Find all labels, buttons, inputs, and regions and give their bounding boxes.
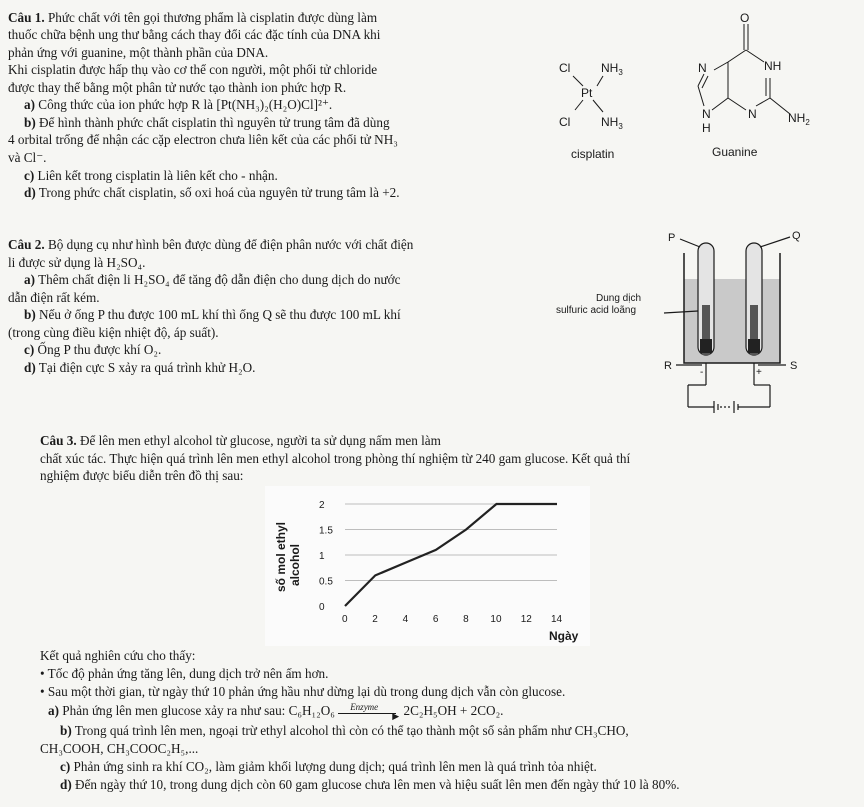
q3-intro-line2: chất xúc tác. Thực hiện quá trình lên men ethyl alcohol trong phòng thí nghiệm từ 240 gam glucose. Kết quả thí [40, 451, 631, 466]
cisplatin-caption: cisplatin [571, 147, 615, 161]
ytick-label-0: 0 [319, 602, 325, 613]
q2-c-label: c) [24, 342, 35, 357]
electrolysis-apparatus [556, 225, 810, 415]
bond-pt-nh3-1 [597, 76, 603, 86]
q2-option-a [24, 272, 401, 288]
guanine-caption: Guanine [712, 145, 758, 159]
electrode-s-base [748, 339, 760, 353]
ytick-label-2: 1 [319, 551, 325, 562]
ethanol-chart [265, 486, 590, 646]
guanine-structure [690, 10, 820, 160]
q3-b-text1: Trong quá trình lên men, ngoại trừ ethyl alcohol thì còn có thể tạo thành một số sản phẩm như CH₃CHO, [74, 723, 629, 738]
bond-5ring-1 [714, 62, 728, 70]
bond-5ring-2-double [702, 76, 708, 88]
q2-b-text2: (trong cùng điều kiện nhiệt độ, áp suất). [8, 325, 219, 340]
q1-intro-line4: Khi cisplatin được hấp thụ vào cơ thể con người, một phối tử chloride [8, 62, 378, 77]
q1-b-text2: 4 orbital trống để nhận các cặp electron chưa liên kết của các phối tử NH₃ [8, 132, 398, 147]
q1-d-label: d) [24, 185, 36, 200]
enzyme-arrow [338, 702, 400, 721]
q2-a-label: a) [24, 272, 35, 287]
guanine-nh: NH [764, 59, 782, 73]
ytick-label-3: 1.5 [319, 525, 333, 537]
ytick-label-1: 0.5 [319, 576, 333, 588]
q1-option-c [24, 168, 278, 184]
label-solution-1: Dung dịch [596, 293, 642, 304]
xtick-label-0: 0 [342, 614, 348, 625]
bond-5ring-3 [698, 86, 704, 106]
q2-intro-text1: Bộ dụng cụ như hình bên được dùng để điện phân nước với chất điện [47, 237, 414, 252]
q2-option-d [24, 360, 255, 376]
q1-c-label: c) [24, 168, 35, 183]
q3-title: Câu 3. [40, 433, 77, 448]
q3-intro-line3: nghiệm được biểu diễn trên đồ thị sau: [40, 468, 244, 483]
cisplatin-nh3-1 [601, 61, 623, 77]
q2-b-text1: Nếu ở ống P thu được 100 mL khí thì ống Q sẽ thu được 100 mL khí [39, 307, 401, 322]
q2-option-c [24, 342, 161, 358]
q3-b-text2: CH₃COOH, CH₃COOC₂H₅,... [40, 741, 199, 756]
guanine-nh2 [788, 111, 810, 127]
q3-option-c [60, 759, 597, 775]
q3-results-title: Kết quả nghiên cứu cho thấy: [40, 648, 196, 663]
q1-a-label: a) [24, 97, 35, 112]
q3-option-d [60, 777, 680, 793]
q1-b-label: b) [24, 115, 36, 130]
label-minus: - [700, 367, 704, 378]
q2-b-label: b) [24, 307, 36, 322]
xtick-label-3: 6 [432, 614, 439, 625]
bond-5ring-4 [712, 98, 728, 110]
q1-intro-line3: phản ứng với guanine, một thành phần của DNA. [8, 45, 269, 60]
q1-intro-line1 [8, 10, 377, 26]
chart-ylabel-1: số mol ethyl [274, 521, 288, 592]
label-solution-2: sulfuric acid loãng [556, 305, 637, 316]
bond-pt-cl2 [575, 100, 583, 110]
q3-b-label: b) [60, 723, 72, 738]
xtick-label-6: 12 [520, 614, 532, 625]
label-s: S [790, 360, 798, 372]
q3-c-text: Phản ứng sinh ra khí CO₂, làm giảm khối lượng dung dịch; quá trình lên men là quá trình tỏa nhiệt. [73, 759, 597, 774]
guanine-n3: N [748, 107, 757, 121]
label-r: R [664, 360, 672, 372]
q2-title: Câu 2. [8, 237, 45, 252]
q3-a-text: Phản ứng lên men glucose xảy ra như sau: C₆H₁₂O₆ [62, 703, 335, 718]
q3-d-text: Đến ngày thứ 10, trong dung dịch còn 60 gam glucose chưa lên men và hiệu suất lên men đến ngày thứ 10 là 80%. [75, 777, 680, 792]
q1-c-text: Liên kết trong cisplatin là liên kết cho - nhận. [37, 168, 278, 183]
chart-ylabel-2: alcohol [288, 543, 302, 586]
q1-intro-line2: thuốc chữa bệnh ung thư bằng cách thay đổi các đặc tính của DNA khi [8, 27, 381, 42]
cisplatin-nh3-2 [601, 115, 623, 131]
guanine-n2: N [702, 107, 711, 121]
label-q: Q [792, 230, 801, 242]
enzyme-label: Enzyme [350, 702, 379, 712]
ytick-label-4: 2 [319, 500, 325, 511]
q1-a-text: Công thức của ion phức hợp R là [Pt(NH₃)₂(H₂O)Cl]²⁺. [38, 97, 333, 112]
arrow-head: ▶ [392, 711, 400, 721]
q1-option-b [24, 115, 390, 131]
xtick-label-5: 10 [490, 614, 502, 625]
q2-c-text: Ống P thu được khí O₂. [37, 342, 162, 357]
chart-background [265, 486, 590, 646]
q3-option-b [60, 723, 629, 739]
q3-bullet2: • Sau một thời gian, từ ngày thứ 10 phản ứng hầu như dừng lại dù trong dung dịch vẫn còn glucose. [40, 684, 566, 699]
electrode-r-base [700, 339, 712, 353]
q3-d-label: d) [60, 777, 72, 792]
xtick-label-7: 14 [551, 614, 563, 625]
nh2-text: NH [788, 111, 806, 125]
nh2-sub: 2 [805, 118, 810, 127]
q3-bullet1: • Tốc độ phản ứng tăng lên, dung dịch trở nên ấm hơn. [40, 666, 329, 681]
bond-cl1-pt [573, 76, 583, 86]
xtick-label-1: 2 [372, 614, 378, 625]
nh3-2-sub: 3 [618, 122, 623, 131]
bond-ring-4 [728, 98, 746, 110]
q2-a-text2: dẫn điện rất kém. [8, 290, 100, 305]
q2-d-text: Tại điện cực S xảy ra quá trình khử H₂O. [38, 360, 256, 375]
bond-5ring-2 [698, 74, 704, 86]
cisplatin-cl1: Cl [559, 61, 571, 75]
q1-title: Câu 1. [8, 10, 45, 25]
bond-pt-nh3-2 [593, 100, 603, 112]
bond-ring-5 [756, 98, 770, 106]
bond-nh2 [770, 98, 790, 114]
nh3-2-text: NH [601, 115, 619, 129]
q1-b-text3: và Cl⁻. [8, 150, 47, 165]
q3-c-label: c) [60, 759, 71, 774]
bond-ring-1 [746, 50, 764, 62]
xtick-label-2: 4 [402, 614, 409, 625]
chart-xlabel: Ngày [549, 629, 579, 643]
guanine-n1: N [698, 61, 707, 75]
guanine-h: H [702, 121, 711, 135]
leader-q [760, 237, 790, 247]
label-plus: + [756, 367, 762, 378]
cisplatin-cl2: Cl [559, 115, 571, 129]
arrow-shaft [338, 713, 396, 714]
label-p: P [668, 232, 676, 244]
q3-a-products: 2C₂H₅OH + 2CO₂. [403, 703, 504, 718]
q2-a-text1: Thêm chất điện li H₂SO₄ để tăng độ dẫn điện cho dung dịch do nước [38, 272, 401, 287]
q1-b-text1: Để hình thành phức chất cisplatin thì nguyên tử trung tâm đã dùng [39, 115, 390, 130]
xtick-label-4: 8 [463, 614, 469, 625]
q1-intro-text1: Phức chất với tên gọi thương phẩm là cisplatin được dùng làm [47, 10, 378, 25]
nh3-1-sub: 3 [618, 68, 623, 77]
cisplatin-pt: Pt [581, 86, 593, 100]
bond-ring-2 [728, 50, 746, 62]
leader-p [680, 239, 700, 247]
nh3-1-text: NH [601, 61, 619, 75]
cisplatin-structure [555, 52, 645, 162]
q1-option-d [24, 185, 400, 201]
q1-intro-line5: được thay thế bằng một phân tử nước tạo thành ion phức hợp R. [8, 80, 347, 95]
q1-option-a [24, 97, 332, 113]
q2-intro-line2: li được sử dụng là H₂SO₄. [8, 255, 146, 270]
q3-a-label: a) [48, 703, 59, 718]
q3-intro-text1: Để lên men ethyl alcohol từ glucose, người ta sử dụng nấm men làm [79, 433, 441, 448]
q2-intro-line1 [8, 237, 413, 253]
guanine-o: O [740, 11, 750, 25]
q3-option-a [48, 703, 503, 719]
q2-d-label: d) [24, 360, 36, 375]
q2-option-b [24, 307, 401, 323]
q1-d-text: Trong phức chất cisplatin, số oxi hoá của nguyên tử trung tâm là +2. [38, 185, 400, 200]
q3-intro-line1 [40, 433, 441, 449]
